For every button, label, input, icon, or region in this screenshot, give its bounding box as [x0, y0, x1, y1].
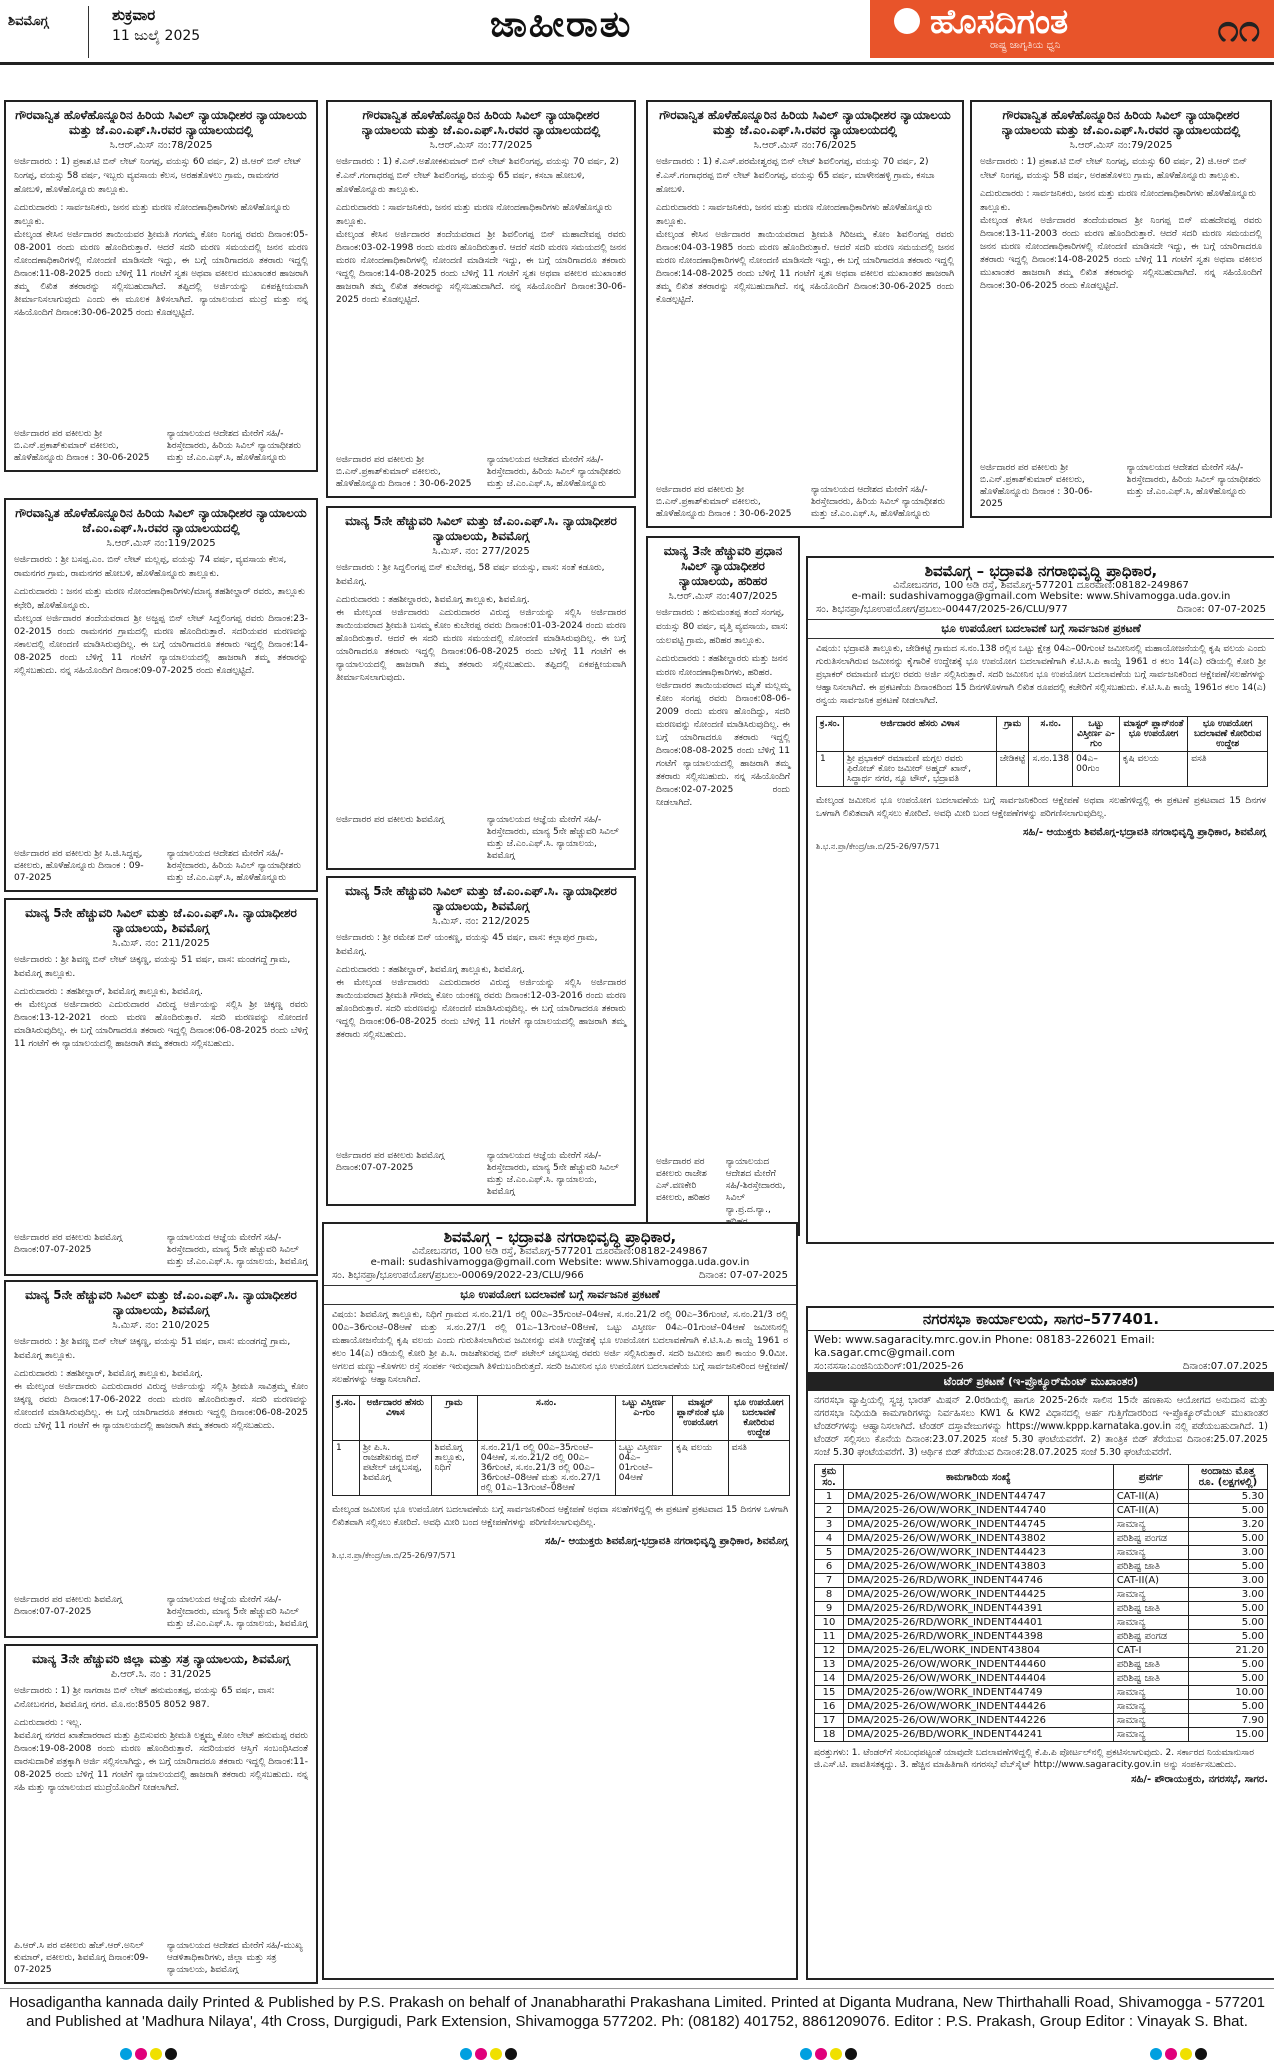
reference-date: ದಿನಾಂಕ: 07-07-2025 [698, 1270, 788, 1281]
table-cell: DMA/2025-26/RD/WORK_INDENT44391 [844, 1602, 1114, 1616]
table-cell: ವಸತಿ [1188, 752, 1268, 787]
court-notice [4, 100, 318, 472]
case-number: ಸಿ.ಆರ್.ಮಿಸ್ ನಂ:79/2025 [1069, 140, 1173, 151]
ad-code: ಶಿ.ಭ.ನ.ಪ್ರಾ/ಕೇಂದ್ರ/ಜಾ.ಬಿ/25-26/97/571 [332, 1551, 456, 1560]
respondents: ಎದುರುದಾರರು : ತಹಶೀಲ್ದಾರ್, ಶಿವಮೊಗ್ಗ ತಾಲ್ಲೂಕು, ಶಿವಮೊಗ್ಗ. [14, 1369, 203, 1379]
advocate-details: ಅರ್ಜಿದಾರರ ಪರ ವಕೀಲರು ಶ್ರೀ ಬಿ.ಎನ್.ಪ್ರಕಾಶ್‌ಕುಮಾರ್ ವಕೀಲರು, ಹೊಳೆಹೊನ್ನೂರು ದಿನಾಂಕ : 30-06-2025 [656, 485, 792, 519]
paper-logo-icon [894, 8, 920, 34]
registration-marks [1150, 2048, 1207, 2060]
petitioners: ಅರ್ಜಿದಾರರು : ಶ್ರೀ ಶಿವಣ್ಣ ಬಿನ್ ಲೇಟ್ ಚಿಕ್ಕಣ್ಣ, ವಯಸ್ಸು 51 ವರ್ಷ, ವಾಸ: ಮಂಡಗದ್ದೆ ಗ್ರಾಮ, ಶಿವಮೊಗ್ಗ ತಾಲ್ಲೂಕು. [14, 1337, 291, 1361]
section-title: ಜಾಹೀರಾತು [490, 4, 633, 45]
advocate-details: ಅರ್ಜಿದಾರರ ಪರ ವಕೀಲರು ಶಿವಮೊಗ್ಗ ದಿನಾಂಕ:07-07-2025 [14, 1595, 123, 1617]
table-cell: 5.00 [1189, 1700, 1268, 1714]
imprint-footer [0, 1988, 1274, 2048]
table-cell: ಕೃಷಿ ವಲಯ [673, 1441, 728, 1496]
court-name: ಗೌರವಾನ್ವಿತ ಹೊಳೆಹೊನ್ನೂರಿನ ಹಿರಿಯ ಸಿವಿಲ್ ನ್ಯಾಯಾಧೀಶರ ನ್ಯಾಯಾಲಯ ಮತ್ತು ಜೆ.ಎಂ.ಎಫ್.ಸಿ.ರವರ ನ್ಯಾಯಾಲಯದಲ್ಲಿ [1001, 108, 1241, 137]
petitioners: ಅರ್ಜಿದಾರರು : ಹನುಮಂತಪ್ಪ ತಂದೆ ಸಂಗಪ್ಪ, ವಯಸ್ಸು 80 ವರ್ಷ, ವೃತ್ತಿ ವ್ಯವಸಾಯ, ವಾಸ: ಯಲವಟ್ಟಿ ಗ್ರಾಮ, ಹರಿಹರ ತಾಲ್ಲೂಕು. [656, 608, 789, 646]
court-name: ಗೌರವಾನ್ವಿತ ಹೊಳೆಹೊನ್ನೂರಿನ ಹಿರಿಯ ಸಿವಿಲ್ ನ್ಯಾಯಾಧೀಶರ ನ್ಯಾಯಾಲಯ ಮತ್ತು ಜೆ.ಎಂ.ಎಫ್.ಸಿ.ರವರ ನ್ಯಾಯಾಲಯದಲ್ಲಿ [361, 108, 601, 137]
table-cell: 04ಎ–00ಗುಂ [1073, 752, 1120, 787]
authority-address: ವಿನೋಬನಗರ, 100 ಅಡಿ ರಸ್ತೆ, ಶಿವಮೊಗ್ಗ-577201 ದೂರವಾಣಿ:08182-249867 [412, 1246, 708, 1257]
table-cell: ಸ.ನಂ.138 [1029, 752, 1073, 787]
case-number: ಸಿ.ಮಿಸ್. ನಂ: 210/2025 [112, 1320, 210, 1331]
table-cell: 5.00 [1189, 1616, 1268, 1630]
table-cell: ವಸತಿ [728, 1441, 789, 1496]
table-row [333, 1441, 790, 1496]
table-cell: 8 [815, 1588, 844, 1602]
advocate-details: ಅರ್ಜಿದಾರರ ಪರ ವಕೀಲರು ರಾಜೇಶ ಎಸ್.ವಣಕೇರಿ ವಕೀಲರು, ಹರಿಹರ [656, 1157, 710, 1203]
advocate-details: ಅರ್ಜಿದಾರರ ಪರ ವಕೀಲರು ಶ್ರೀ ಬಿ.ಎನ್.ಪ್ರಕಾಶ್‌ಕುಮಾರ್ ವಕೀಲರು, ಹೊಳೆಹೊನ್ನೂರು ದಿನಾಂಕ : 30-06-2025 [980, 463, 1093, 509]
registration-dot [830, 2048, 842, 2060]
court-notice [326, 876, 636, 1206]
respondents: ಎದುರುದಾರರು : ತಹಶೀಲ್ದಾರ್, ಶಿವಮೊಗ್ಗ ತಾಲ್ಲೂಕು, ಶಿವಮೊಗ್ಗ. [336, 965, 525, 975]
table-header: ಅರ್ಜಿದಾರರ ಹೆಸರು ವಿಳಾಸ [360, 1396, 431, 1441]
notice-body: ಈ ಮೇಲ್ಕಂಡ ಅರ್ಜಿದಾರರು ಎದುರುದಾರರ ವಿರುದ್ಧ ಅರ್ಜಿಯನ್ನು ಸಲ್ಲಿಸಿ ಶ್ರೀಮತಿ ಸಾವಿತ್ರಮ್ಮ ಕೋಂ ಚಿಕ್ಕಣ್ಣ ರವರು ದಿನಾಂಕ:17-06-2022 ರಂದು ಮರಣ ಹೊಂದಿರುತ್ತಾರೆ. ಸದರಿ ಮರಣವನ್ನು ನೋಂದಣಿ ಮಾಡಿಸಿರುವುದಿಲ್ಲ. ಈ ಬಗ್ಗೆ ಯಾರಿಗಾದರೂ ತಕರಾರು ಇದ್ದಲ್ಲಿ ದಿನಾಂಕ:06-08-2025 ರಂದು ಬೆಳಿಗ್ಗೆ 11 ಗಂಟೆಗೆ ಈ ನ್ಯಾಯಾಲಯದಲ್ಲಿ ಹಾಜರಾಗಿ ತಮ್ಮ ತಕರಾರು ಸಲ್ಲಿಸಬಹುದು. [14, 1382, 308, 1431]
table-cell: 5.00 [1189, 1560, 1268, 1574]
imprint-line-2: and Published at 'Madhura Nilaya', 4th Cross, Durgigudi, Park Extension, Shivamogga 577202. Ph: (08182) 401752, 8861209076. Editor : P.S. Prakash, Group Editor : Vinayak S. Bhat. [26, 2013, 1248, 2030]
reference-number: ಸಂ. ಶಿಭನಪ್ರಾ/ಭೂಉಪಯೋಗ/ಪ್ರಬಲು-00447/2025-26/CLU/977 [816, 604, 1068, 615]
table-header: ಒಟ್ಟು ವಿಸ್ತೀರ್ಣ ಎ-ಗುಂ [615, 1396, 672, 1441]
table-cell: ಸ.ನಂ.21/1 ರಲ್ಲಿ 00ಎ–35ಗುಂಟೆ–04ಆಣೆ, ಸ.ನಂ.21/2 ರಲ್ಲಿ 00ಎ–36ಗುಂಟೆ, ಸ.ನಂ.21/3 ರಲ್ಲಿ 00ಎ–36ಗುಂಟೆ–08ಆಣೆ ಮತ್ತು ಸ.ನಂ.27/1 ರಲ್ಲಿ 01ಎ–13ಗುಂಟೆ–08ಆಣೆ [477, 1441, 615, 1496]
table-header: ಕ್ರ.ಸಂ. [333, 1396, 360, 1441]
imprint-line-1: Hosadigantha kannada daily Printed & Published by P.S. Prakash on behalf of Jnanabharathi Prakashana Limited. Printed at Diganta Mudrana, New Thirthahalli Road, Shivamogga - 577201 [8, 1994, 1266, 2011]
table-cell: 3.00 [1189, 1546, 1268, 1560]
petitioners: ಅರ್ಜಿದಾರರು : 1) ಕೆ.ಎನ್.ಅಶೋಕಕುಮಾರ್ ಬಿನ್ ಲೇಟ್ ಶಿವಲಿಂಗಪ್ಪ, ವಯಸ್ಸು 70 ವರ್ಷ, 2) ಕೆ.ಎನ್.ಗಂಗಾಧರಪ್ಪ ಬಿನ್ ಲೇಟ್ ಶಿವಲಿಂಗಪ್ಪ, ವಯಸ್ಸು 65 ವರ್ಷ, ಕಸಬಾ ಹೋಬಳಿ, ಹೊಳೆಹೊನ್ನೂರು ತಾಲ್ಲೂಕು. [336, 157, 619, 195]
table-cell: ಪರಿಶಿಷ್ಟ ಜಾತಿ [1113, 1602, 1188, 1616]
table-header: ಭೂ ಉಪಯೋಗ ಬದಲಾವಣೆ ಕೋರಿರುವ ಉದ್ದೇಶ [1188, 717, 1268, 752]
registration-dot [1195, 2048, 1207, 2060]
notice-body: ಅರ್ಜಿದಾರರ ತಾಯಿಯವರಾದ ಮೃತೆ ಮಲ್ಲಮ್ಮ ಕೋಂ ಸಂಗಪ್ಪ ರವರು ದಿನಾಂಕ:08-06-2009 ರಂದು ಮರಣ ಹೊಂದಿದ್ದು, ಸದರಿ ಮರಣವನ್ನು ನೋಂದಣಿ ಮಾಡಿಸಿರುವುದಿಲ್ಲ. ಈ ಬಗ್ಗೆ ಯಾರಿಗಾದರೂ ತಕರಾರು ಇದ್ದಲ್ಲಿ ದಿನಾಂಕ:08-08-2025 ರಂದು ಬೆಳಿಗ್ಗೆ 11 ಗಂಟೆಗೆ ನ್ಯಾಯಾಲಯದಲ್ಲಿ ಹಾಜರಾಗಿ ತಮ್ಮ ತಕರಾರು ಸಲ್ಲಿಸಬಹುದು. ನನ್ನ ಸಹಿಯೊಂದಿಗೆ ದಿನಾಂಕ:02-07-2025 ರಂದು ನೀಡಲಾಗಿದೆ. [656, 681, 790, 808]
table-cell: 1 [333, 1441, 360, 1496]
notice-body: ಮೇಲ್ಕಂಡ ಕೇಸಿನ ಅರ್ಜಿದಾರರ ತಂದೆಯವರಾದ ಶ್ರೀ ಶಿವಲಿಂಗಪ್ಪ ಬಿನ್ ಮಹಾದೇವಪ್ಪ ರವರು ದಿನಾಂಕ:03-02-1998 ರಂದು ಮರಣ ಹೊಂದಿರುತ್ತಾರೆ. ಆದರೆ ಸದರಿ ಮರಣ ಸಮಯದಲ್ಲಿ ಜನನ ಮರಣ ನೋಂದಣಾಧಿಕಾರಿಗಳಲ್ಲಿ ನೋಂದಣಿ ಮಾಡಿಸದೇ ಇದ್ದು, ಈ ಬಗ್ಗೆ ಯಾರಿಗಾದರೂ ತಕರಾರು ಇದ್ದಲ್ಲಿ ದಿನಾಂಕ:14-08-2025 ರಂದು ಬೆಳಿಗ್ಗೆ 11 ಗಂಟೆಗೆ ಸ್ವತಃ ಅಥವಾ ವಕೀಲರ ಮುಖಾಂತರ ಹಾಜರಾಗಿ ತಮ್ಮ ಲಿಖಿತ ತಕರಾರನ್ನು ಸಲ್ಲಿಸಬಹುದಾಗಿದೆ. ನನ್ನ ಸಹಿಯೊಂದಿಗೆ ದಿನಾಂಕ:30-06-2025 ರಂದು ಕೊಡಲ್ಪಟ್ಟಿದೆ. [336, 230, 626, 305]
petitioners: ಅರ್ಜಿದಾರರು : 1) ಪ್ರಕಾಶ.ಟಿ ಬಿನ್ ಲೇಟ್ ನಿಂಗಪ್ಪ, ವಯಸ್ಸು 60 ವರ್ಷ, 2) ಜಿ.ಆರ್ ಬಿನ್ ಲೇಟ್ ನಿಂಗಪ್ಪ, ವಯಸ್ಸು 58 ವರ್ಷ, ಅರಹತೊಳಲು ಗ್ರಾಮ, ಹೊಳೆಹೊನ್ನೂರು ತಾಲ್ಲೂಕು. [980, 157, 1247, 181]
authority-title: ಶಿವಮೊಗ್ಗ – ಭದ್ರಾವತಿ ನಗರಾಭಿವೃದ್ಧಿ ಪ್ರಾಧಿಕಾರ, [443, 1228, 677, 1246]
table-cell: 5.00 [1189, 1602, 1268, 1616]
table-cell: 4 [815, 1532, 844, 1546]
respondents: ಎದುರುದಾರರು : ಸಾರ್ವಜನಿಕರು, ಜನನ ಮತ್ತು ಮರಣ ನೋಂದಣಾಧಿಕಾರಿಗಳು ಹೊಳೆಹೊನ್ನೂರು ತಾಲ್ಲೂಕು. [336, 203, 612, 227]
table-cell: 21.20 [1189, 1644, 1268, 1658]
advocate-details: ಅರ್ಜಿದಾರರ ಪರ ವಕೀಲರು ಶಿವಮೊಗ್ಗ ದಿನಾಂಕ:07-07-2025 [336, 1151, 445, 1173]
table-cell: ಸಾಮಾನ್ಯ [1113, 1714, 1188, 1728]
table-row [815, 1630, 1268, 1644]
case-number: ಸಿ.ಆರ್.ಮಿಸ್ ನಂ:77/2025 [429, 140, 533, 151]
respondents: ಎದುರುದಾರರು : ಸಾರ್ವಜನಿಕರು, ಜನನ ಮತ್ತು ಮರಣ ನೋಂದಣಾಧಿಕಾರಿಗಳು ಹೊಳೆಹೊನ್ನೂರು ತಾಲ್ಲೂಕು. [14, 203, 290, 227]
table-cell: 14 [815, 1672, 844, 1686]
petitioners: ಅರ್ಜಿದಾರರು : ಶ್ರೀ ಬಸಪ್ಪ.ಎಂ. ಬಿನ್ ಲೇಟ್ ಮಲ್ಲಪ್ಪ, ವಯಸ್ಸು 74 ವರ್ಷ, ವ್ಯವಸಾಯ ಕೆಲಸ, ರಾಮನಗರ ಗ್ರಾಮ, ರಾಮನಗರ ಹೋಬಳಿ, ಹೊಳೆಹೊನ್ನೂರು ತಾಲ್ಲೂಕು. [14, 555, 287, 579]
respondents: ಎದುರುದಾರರು : ಸಾರ್ವಜನಿಕರು, ಜನನ ಮತ್ತು ಮರಣ ನೋಂದಣಾಧಿಕಾರಿಗಳು ಹೊಳೆಹೊನ್ನೂರು ತಾಲ್ಲೂಕು. [656, 203, 932, 227]
table-cell: 18 [815, 1728, 844, 1742]
table-row [815, 1574, 1268, 1588]
table-cell: ಒಟ್ಟು ವಿಸ್ತೀರ್ಣ 04ಎ–01ಗುಂಟೆ–04ಆಣೆ [615, 1441, 672, 1496]
registration-dot [505, 2048, 517, 2060]
registration-dot [845, 2048, 857, 2060]
table-cell: ಸಾಮಾನ್ಯ [1113, 1686, 1188, 1700]
registration-dot [1180, 2048, 1192, 2060]
table-cell: 10.00 [1189, 1686, 1268, 1700]
table-row [815, 1686, 1268, 1700]
tender-body: ನಗರಸಭಾ ವ್ಯಾಪ್ತಿಯಲ್ಲಿ ಸ್ವಚ್ಛ ಭಾರತ್ ಮಿಷನ್ 2.0ರಡಿಯಲ್ಲಿ ಹಾಗೂ 2025-26ನೇ ಸಾಲಿನ 15ನೇ ಹಣಕಾಸು ಆಯೋಗದ ಅನುದಾನ ಮತ್ತು ನಗರಸಭಾ ನಿಧಿಯಡಿ ಕಾಮಗಾರಿಗಳನ್ನು ನಿರ್ವಹಿಸಲು KW1 & KW2 ವಿಧಾನದಲ್ಲಿ ಅರ್ಹ ಗುತ್ತಿಗೆದಾರರಿಂದ ಇ-ಪ್ರೊಕ್ಯೂರ್‌ಮೆಂಟ್ ಮುಖಾಂತರ ಟೆಂಡರ್‌ಗಳನ್ನು ಆಹ್ವಾನಿಸಲಾಗಿದೆ. ಟೆಂಡರ್ ದಸ್ತಾವೇಜುಗಳನ್ನು https://www.kppp.karnataka.gov.in ನಲ್ಲಿ ಪಡೆಯಬಹುದಾಗಿದೆ. 1) ಟೆಂಡರ್ ಸಲ್ಲಿಸಲು ಕೊನೆಯ ದಿನಾಂಕ:23.07.2025 ಸಂಜೆ 5.30 ಘಂಟೆಯವರೆಗೆ. 2) ತಾಂತ್ರಿಕ ಬಿಡ್ ತೆರೆಯುವ ದಿನಾಂಕ:25.07.2025 ಸಂಜೆ 5.30 ಘಂಟೆಯವರೆಗೆ. 3) ಆರ್ಥಿಕ ಬಿಡ್ ತೆರೆಯುವ ದಿನಾಂಕ:28.07.2025 ಸಂಜೆ 5.30 ಘಂಟೆಯವರೆಗೆ. [814, 1395, 1268, 1458]
table-row [815, 1700, 1268, 1714]
notice-body: ಈ ಮೇಲ್ಕಂಡ ಅರ್ಜಿದಾರರು ಎದುರುದಾರರ ವಿರುದ್ಧ ಅರ್ಜಿಯನ್ನು ಸಲ್ಲಿಸಿ ಅರ್ಜಿದಾರರ ತಾಯಿಯವರಾದ ಶ್ರೀಮತಿ ಬಸಮ್ಮ ಕೋಂ ಕುಬೇರಪ್ಪ ರವರು ದಿನಾಂಕ:01-03-2024 ರಂದು ಮರಣ ಹೊಂದಿರುತ್ತಾರೆ. ಆದರೆ ಈ ಸದರಿ ಮರಣ ಸಮಯದಲ್ಲಿ ನೋಂದಣಿ ಮಾಡಿಸಿರುವುದಿಲ್ಲ. ಈ ಬಗ್ಗೆ ಯಾರಿಗಾದರೂ ತಕರಾರು ಇದ್ದಲ್ಲಿ ದಿನಾಂಕ:06-08-2025 ರಂದು ಬೆಳಿಗ್ಗೆ 11 ಗಂಟೆಗೆ ಈ ನ್ಯಾಯಾಲಯದಲ್ಲಿ ಹಾಜರಾಗಿ ತಮ್ಮ ತಕರಾರು ಸಲ್ಲಿಸಬಹುದು. ತಪ್ಪಿದಲ್ಲಿ ಏಕಪಕ್ಷೀಯವಾಗಿ ತೀರ್ಮಾನಿಸಲಾಗುವುದು. [336, 608, 626, 683]
table-cell: 7.90 [1189, 1714, 1268, 1728]
notice-body: ಮೇಲ್ಕಂಡ ಕೇಸಿನ ಅರ್ಜಿದಾರರ ತಂದೆಯವರಾದ ಶ್ರೀ ನಿಂಗಪ್ಪ ಬಿನ್ ಮಹದೇವಪ್ಪ ರವರು ದಿನಾಂಕ:13-11-2003 ರಂದು ಮರಣ ಹೊಂದಿರುತ್ತಾರೆ. ಆದರೆ ಸದರಿ ಮರಣ ಸಮಯದಲ್ಲಿ ಜನನ ಮರಣ ನೋಂದಣಾಧಿಕಾರಿಗಳಲ್ಲಿ ನೋಂದಣಿ ಮಾಡಿಸದೇ ಇದ್ದು, ಈ ಬಗ್ಗೆ ಯಾರಿಗಾದರೂ ತಕರಾರು ಇದ್ದಲ್ಲಿ ದಿನಾಂಕ:14-08-2025 ರಂದು ಬೆಳಿಗ್ಗೆ 11 ಗಂಟೆಗೆ ಸ್ವತಃ ಅಥವಾ ವಕೀಲರ ಮುಖಾಂತರ ಹಾಜರಾಗಿ ತಮ್ಮ ಲಿಖಿತ ತಕರಾರನ್ನು ಸಲ್ಲಿಸಬಹುದಾಗಿದೆ. ನನ್ನ ಸಹಿಯೊಂದಿಗೆ ದಿನಾಂಕ:30-06-2025 ರಂದು ಕೊಡಲ್ಪಟ್ಟಿದೆ. [980, 216, 1262, 291]
advocate-details: ಪಿ.ಆರ್.ಸಿ ಪರ ವಕೀಲರು ಹೆಚ್.ಆರ್.ಅನಿಲ್ ಕುಮಾರ್, ವಕೀಲರು, ಶಿವಮೊಗ್ಗ ದಿನಾಂಕ:09-07-2025 [14, 1941, 149, 1975]
tender-conditions: ಷರತ್ತುಗಳು: 1. ಟೆಂಡರ್‌ಗೆ ಸಂಬಂಧಪಟ್ಟಂತೆ ಯಾವುದೇ ಬದಲಾವಣೆಗಳಿದ್ದಲ್ಲಿ ಕೆ.ಪಿ.ಪಿ ಪೋರ್ಟಲ್‌ನಲ್ಲಿ ಪ್ರಕಟಿಸಲಾಗುವುದು. 2. ಸರ್ಕಾರದ ನಿಯಮಾನುಸಾರ ಜಿ.ಎಸ್.ಟಿ. ಪಾವತಿಸತಕ್ಕದ್ದು. 3. ಹೆಚ್ಚಿನ ಮಾಹಿತಿಗಾಗಿ ನಗರಸಭೆ ವೆಬ್‌ಸೈಟ್ http://www.sagaracity.gov.in ಅನ್ನು ಸಂಪರ್ಕಿಸಬಹುದು. [814, 1748, 1254, 1770]
table-cell: ಪರಿಶಿಷ್ಟ ಜಾತಿ [1113, 1560, 1188, 1574]
table-cell: ಕೃಷಿ ವಲಯ [1119, 752, 1187, 787]
authority-title: ಶಿವಮೊಗ್ಗ – ಭದ್ರಾವತಿ ನಗರಾಭಿವೃದ್ಧಿ ಪ್ರಾಧಿಕಾರ, [924, 562, 1158, 580]
table-row [815, 1532, 1268, 1546]
table-cell: DMA/2025-26/OW/WORK_INDENT43803 [844, 1560, 1114, 1574]
court-notice [4, 1280, 318, 1638]
notice-footer [336, 814, 626, 862]
table-cell: ಪರಿಶಿಷ್ಟ ಜಾತಿ [1113, 1672, 1188, 1686]
court-signature: ನ್ಯಾಯಾಲಯದ ಆದೇಶದ ಮೇರೆಗೆ ಸಹಿ/-ಶಿರಸ್ತೇದಾರರು, ಹಿರಿಯ ಸಿವಿಲ್ ನ್ಯಾಯಾಧೀಶರು ಮತ್ತು ಜೆ.ಎಂ.ಎಫ್.ಸಿ, ಹೊಳೆಹೊನ್ನೂರು [166, 429, 302, 463]
table-cell: CAT-I [1113, 1644, 1188, 1658]
notice-footer [656, 484, 954, 520]
registration-dot [135, 2048, 147, 2060]
table-cell: 5.00 [1189, 1672, 1268, 1686]
edition-city: ಶಿವಮೊಗ್ಗ [8, 14, 49, 29]
court-signature: ನ್ಯಾಯಾಲಯದ ಆಜ್ಞೆಯ ಮೇರೆಗೆ ಸಹಿ/-ಶಿರಸ್ತೇದಾರರು, ಮಾನ್ಯ 5ನೇ ಹೆಚ್ಚುವರಿ ಸಿವಿಲ್ ಮತ್ತು ಜೆ.ಎಂ.ಎಫ್.ಸಿ. ನ್ಯಾಯಾಲಯ, ಶಿವಮೊಗ್ಗ [166, 1595, 308, 1629]
issue-day: ಶುಕ್ರವಾರ [112, 6, 156, 24]
table-cell: DMA/2025-26/OW/WORK_INDENT44423 [844, 1546, 1114, 1560]
advocate-details: ಅರ್ಜಿದಾರರ ಪರ ವಕೀಲರು ಶಿವಮೊಗ್ಗ [336, 815, 445, 825]
table-cell: 15 [815, 1686, 844, 1700]
table-cell: 6 [815, 1560, 844, 1574]
table-header: ಮಾಸ್ಟರ್ ಪ್ಲಾನ್‌ನಂತೆ ಭೂ ಉಪಯೋಗ [1119, 717, 1187, 752]
respondents: ಎದುರುದಾರರು : ಸಾರ್ವಜನಿಕರು, ಜನನ ಮತ್ತು ಮರಣ ನೋಂದಣಾಧಿಕಾರಿಗಳು ಹೊಳೆಹೊನ್ನೂರು ತಾಲ್ಲೂಕು. [980, 189, 1256, 213]
table-cell: ಸಾಮಾನ್ಯ [1113, 1728, 1188, 1742]
table-cell: DMA/2025-26/OW/WORK_INDENT44425 [844, 1588, 1114, 1602]
petitioners: ಅರ್ಜಿದಾರರು : ಶ್ರೀ ಸಿದ್ದಲಿಂಗಪ್ಪ ಬಿನ್ ಕುಬೇರಪ್ಪ, 58 ವರ್ಷ ವಯಸ್ಸು, ವಾಸ: ಸಂತೆ ಕಡೂರು, ಶಿವಮೊಗ್ಗ. [336, 563, 605, 587]
registration-dot [120, 2048, 132, 2060]
notice-body: ಶಿವಮೊಗ್ಗ ನಗರದ ಖಾತೆದಾರರಾದ ಮತ್ತು ಪ್ರಿಬಿಸುವರು ಶ್ರೀಮತಿ ಲಕ್ಷ್ಮಮ್ಮ ಕೋಂ ಲೇಟ್ ಹನುಮಪ್ಪ ರವರು ದಿನಾಂಕ:19-08-2008 ರಂದು ಮರಣ ಹೊಂದಿರುತ್ತಾರೆ. ಸದರಿಯವರ ಆಸ್ತಿಗೆ ಸಂಬಂಧಿಸಿದಂತೆ ವಾರಸುದಾರಿಕೆ ಪತ್ರಕ್ಕಾಗಿ ಅರ್ಜಿ ಸಲ್ಲಿಸಲಾಗಿದ್ದು, ಈ ಬಗ್ಗೆ ಯಾರಿಗಾದರೂ ತಕರಾರು ಇದ್ದಲ್ಲಿ ದಿನಾಂಕ:11-08-2025 ರಂದು ಬೆಳಿಗ್ಗೆ 11 ಗಂಟೆಗೆ ನ್ಯಾಯಾಲಯದಲ್ಲಿ ಹಾಜರಾಗಿ ತಕರಾರು ಸಲ್ಲಿಸಬಹುದು. ನನ್ನ ಸಹಿ ಮತ್ತು ನ್ಯಾಯಾಲಯದ ಮುದ್ರೆಯೊಂದಿಗೆ ನೀಡಲಾಗಿದೆ. [14, 1731, 308, 1793]
table-cell: DMA/2025-26/RD/WORK_INDENT44401 [844, 1616, 1114, 1630]
court-signature: ನ್ಯಾಯಾಲಯದ ಆದೇಶದ ಮೇರೆಗೆ ಸಹಿ/-ಶಿರಸ್ತೇದಾರರು, ಹಿರಿಯ ಸಿವಿಲ್ ನ್ಯಾಯಾಧೀಶರು ಮತ್ತು ಜೆ.ಎಂ.ಎಫ್.ಸಿ, ಹೊಳೆಹೊನ್ನೂರು [1126, 463, 1261, 497]
registration-dot [1150, 2048, 1162, 2060]
table-cell: ಶ್ರೀ ಪಿ.ಸಿ. ರಾಜಶೇಖರಪ್ಪ ಬಿನ್ ಪಟೇಲ್ ಚನ್ನಬಸಪ್ಪ, ಶಿವಮೊಗ್ಗ [360, 1441, 431, 1496]
table-header: ಭೂ ಉಪಯೋಗ ಬದಲಾವಣೆ ಕೋರಿರುವ ಉದ್ದೇಶ [728, 1396, 789, 1441]
notice-body: ಈ ಮೇಲ್ಕಂಡ ಅರ್ಜಿದಾರರು ಎದುರುದಾರರ ವಿರುದ್ಧ ಅರ್ಜಿಯನ್ನು ಸಲ್ಲಿಸಿ ಶ್ರೀ ಚಿಕ್ಕಣ್ಣ ರವರು ದಿನಾಂಕ:13-12-2021 ರಂದು ಮರಣ ಹೊಂದಿರುತ್ತಾರೆ. ಸದರಿ ಮರಣವನ್ನು ನೋಂದಣಿ ಮಾಡಿಸಿರುವುದಿಲ್ಲ. ಈ ಬಗ್ಗೆ ಯಾರಿಗಾದರೂ ತಕರಾರು ಇದ್ದಲ್ಲಿ ದಿನಾಂಕ:06-08-2025 ರಂದು ಬೆಳಿಗ್ಗೆ 11 ಗಂಟೆಗೆ ಈ ನ್ಯಾಯಾಲಯದಲ್ಲಿ ಹಾಜರಾಗಿ ತಮ್ಮ ತಕರಾರು ಸಲ್ಲಿಸಬಹುದು. [14, 1000, 308, 1049]
registration-dot [475, 2048, 487, 2060]
registration-marks [460, 2048, 517, 2060]
court-signature: ನ್ಯಾಯಾಲಯದ ಆದೇಶದ ಮೇರೆಗೆ ಸಹಿ/-ಶಿರಸ್ತೇದಾರರು, ಹಿರಿಯ ಸಿವಿಲ್ ನ್ಯಾಯಾಧೀಶರು ಮತ್ತು ಜೆ.ಎಂ.ಎಫ್.ಸಿ, ಹೊಳೆಹೊನ್ನೂರು [810, 485, 946, 519]
table-cell: DMA/2025-26/OW/WORK_INDENT44404 [844, 1672, 1114, 1686]
authority-address: ವಿನೋಬನಗರ, 100 ಅಡಿ ರಸ್ತೆ, ಶಿವಮೊಗ್ಗ-577201 ದೂರವಾಣಿ:08182-249867 [893, 580, 1189, 591]
registration-dot [815, 2048, 827, 2060]
petitioners: ಅರ್ಜಿದಾರರು : 1) ಪ್ರಕಾಶ.ಟಿ ಬಿನ್ ಲೇಟ್ ನಿಂಗಪ್ಪ, ವಯಸ್ಸು 60 ವರ್ಷ, 2) ಜಿ.ಆರ್ ಬಿನ್ ಲೇಟ್ ನಿಂಗಪ್ಪ, ವಯಸ್ಸು 58 ವರ್ಷ, ಇಬ್ಬರು ವ್ಯವಸಾಯ ಕೆಲಸ, ಅರಹತೊಳಲು ಗ್ರಾಮ, ರಾಮನಗರ ಹೋಬಳಿ, ಹೊಳೆಹೊನ್ನೂರು ತಾಲ್ಲೂಕು. [14, 157, 302, 195]
table-cell: 3 [815, 1518, 844, 1532]
table-header: ಕಾಮಗಾರಿಯ ಸಂಖ್ಯೆ [844, 1465, 1114, 1490]
court-signature: ನ್ಯಾಯಾಲಯದ ಆಜ್ಞೆಯ ಮೇರೆಗೆ ಸಹಿ/-ಶಿರಸ್ತೇದಾರರು, ಮಾನ್ಯ 5ನೇ ಹೆಚ್ಚುವರಿ ಸಿವಿಲ್ ಮತ್ತು ಜೆ.ಎಂ.ಎಫ್.ಸಿ. ನ್ಯಾಯಾಲಯ, ಶಿವಮೊಗ್ಗ [486, 1151, 619, 1197]
table-cell: DMA/2025-26/EL/WORK_INDENT43804 [844, 1644, 1114, 1658]
table-header: ಕ್ರಮ ಸಂ. [815, 1465, 844, 1490]
table-cell: ಸಾಮಾನ್ಯ [1113, 1546, 1188, 1560]
authority-signature: ಸಹಿ/- ಆಯುಕ್ತರು ಶಿವಮೊಗ್ಗ-ಭದ್ರಾವತಿ ನಗರಾಭಿವೃದ್ಧಿ ಪ್ರಾಧಿಕಾರ, ಶಿವಮೊಗ್ಗ [1023, 827, 1266, 838]
petitioners: ಅರ್ಜಿದಾರರು : 1) ಕೆ.ಎಸ್.ಪರಮೇಶ್ವರಪ್ಪ ಬಿನ್ ಲೇಟ್ ಶಿವಲಿಂಗಪ್ಪ, ವಯಸ್ಸು 70 ವರ್ಷ, 2) ಕೆ.ಎಸ್.ಗಂಗಾಧರಪ್ಪ ಬಿನ್ ಲೇಟ್ ಶಿವಲಿಂಗಪ್ಪ, ವಯಸ್ಸು 65 ವರ್ಷ, ಮಾಳೇನಹಳ್ಳಿ ಗ್ರಾಮ, ಕಸಬಾ ಹೋಬಳಿ. [656, 157, 935, 195]
table-cell: ಪರಿಶಿಷ್ಟ ಜಾತಿ [1113, 1658, 1188, 1672]
table-cell: ಪರಿಶಿಷ್ಟ ಪಂಗಡ [1113, 1630, 1188, 1644]
reference-date: ದಿನಾಂಕ: 07-07-2025 [1176, 604, 1266, 615]
court-signature: ನ್ಯಾಯಾಲಯದ ಆಜ್ಞೆಯ ಮೇರೆಗೆ ಸಹಿ/-ಶಿರಸ್ತೇದಾರರು, ಮಾನ್ಯ 5ನೇ ಹೆಚ್ಚುವರಿ ಸಿವಿಲ್ ಮತ್ತು ಜೆ.ಎಂ.ಎಫ್.ಸಿ. ನ್ಯಾಯಾಲಯ, ಶಿವಮೊಗ್ಗ [486, 815, 619, 861]
table-cell: CAT-II(A) [1113, 1504, 1188, 1518]
table-header-row [815, 1465, 1268, 1490]
table-cell: 11 [815, 1630, 844, 1644]
notice-closing: ಮೇಲ್ಕಂಡ ಜಮೀನಿನ ಭೂ ಉಪಯೋಗ ಬದಲಾವಣೆಯ ಬಗ್ಗೆ ಸಾರ್ವಜನಿಕರಿಂದ ಆಕ್ಷೇಪಣೆ ಅಥವಾ ಸಲಹೆಗಳಿದ್ದಲ್ಲಿ ಈ ಪ್ರಕಟಣೆ ಪ್ರಕಟವಾದ 15 ದಿನಗಳ ಒಳಗಾಗಿ ಲಿಖಿತವಾಗಿ ಸಲ್ಲಿಸಲು ಕೋರಿದೆ. ಅವಧಿ ಮೀರಿ ಬಂದ ಆಕ್ಷೇಪಣೆಗಳನ್ನು ಪರಿಗಣಿಸಲಾಗುವುದಿಲ್ಲ. [332, 1505, 788, 1528]
court-signature: ನ್ಯಾಯಾಲಯದ ಆದೇಶದ ಮೇರೆಗೆ ಸಹಿ/-ಮುಖ್ಯ ಆಡಳಿತಾಧಿಕಾರಿಗಳು, ಜಿಲ್ಲಾ ಮತ್ತು ಸತ್ರ ನ್ಯಾಯಾಲಯ, ಶಿವಮೊಗ್ಗ [166, 1941, 303, 1975]
registration-marks [800, 2048, 857, 2060]
court-name: ಮಾನ್ಯ 5ನೇ ಹೆಚ್ಚುವರಿ ಸಿವಿಲ್ ಮತ್ತು ಜೆ.ಎಂ.ಎಫ್.ಸಿ. ನ್ಯಾಯಾಧೀಶರ ನ್ಯಾಯಾಲಯ, ಶಿವಮೊಗ್ಗ [345, 514, 617, 543]
reference-row [808, 1361, 1274, 1373]
land-use-table [816, 716, 1268, 787]
table-row [815, 1602, 1268, 1616]
office-contact: Web: www.sagaracity.mrc.gov.in Phone: 08183-226021 Email: ka.sagar.cmc@gmail.com [814, 1333, 1155, 1359]
table-row [815, 1728, 1268, 1742]
table-cell: ಸಾಮಾನ್ಯ [1113, 1616, 1188, 1630]
table-cell: 15.00 [1189, 1728, 1268, 1742]
table-row [815, 1658, 1268, 1672]
notice-footer [656, 1156, 790, 1228]
court-signature: ನ್ಯಾಯಾಲಯದ ಆದೇಶದ ಮೇರೆಗೆ ಸಹಿ/-ಶಿರಸ್ತೇದಾರರು, ಹಿರಿಯ ಸಿವಿಲ್ ನ್ಯಾಯಾಧೀಶರು ಮತ್ತು ಜೆ.ಎಂ.ಎಫ್.ಸಿ, ಹೊಳೆಹೊನ್ನೂರು [486, 455, 621, 489]
table-cell: 1 [817, 752, 844, 787]
table-cell: 10 [815, 1616, 844, 1630]
table-row [815, 1616, 1268, 1630]
notice-footer [14, 1594, 308, 1630]
table-row [815, 1504, 1268, 1518]
table-cell: 12 [815, 1644, 844, 1658]
table-row [815, 1644, 1268, 1658]
reference-number: ಸಂ:ನಸಸಾ:ಎಂಜಿನಿಯರಿಂಗ್:01/2025-26 [814, 1361, 964, 1372]
table-header-row [817, 717, 1268, 752]
table-cell: ಶ್ರೀ ಪ್ರಭಾಕರ್ ರಮಾಮಣಿ ಮಗ್ಗಲ ರವರು ಫಿರೋಜ್ ಕೋಂ ಜಮೀರ್ ಅಹ್ಮದ್ ಖಾನ್, ಸಿದ್ಧಾರ್ಥ ನಗರ, ನ್ಯೂ ಟೌನ್, ಭದ್ರಾವತಿ [844, 752, 997, 787]
notice-footer [336, 1150, 626, 1198]
table-cell: DMA/2025-26/OW/WORK_INDENT44747 [844, 1490, 1114, 1504]
court-notice [326, 100, 636, 498]
tender-table [814, 1464, 1268, 1742]
court-notice [4, 898, 318, 1276]
table-cell: ಸಾಮಾನ್ಯ [1113, 1700, 1188, 1714]
table-header: ಮಾಸ್ಟರ್ ಪ್ಲಾನ್‌ನಂತೆ ಭೂ ಉಪಯೋಗ [673, 1396, 728, 1441]
table-cell: DMA/2025-26/RD/WORK_INDENT44746 [844, 1574, 1114, 1588]
registration-marks [120, 2048, 177, 2060]
table-cell: 5.00 [1189, 1504, 1268, 1518]
sagar-tender-notice [806, 1306, 1274, 1980]
court-notice [970, 100, 1272, 518]
page-header [0, 0, 1274, 65]
table-cell: ಶಿವಮೊಗ್ಗ ತಾಲ್ಲೂಕು, ನಿಧಿಗೆ [431, 1441, 477, 1496]
advocate-details: ಅರ್ಜಿದಾರರ ಪರ ವಕೀಲರು ಶ್ರೀ ಬಿ.ಎನ್.ಪ್ರಕಾಶ್‌ಕುಮಾರ್ ವಕೀಲರು, ಹೊಳೆಹೊನ್ನೂರು ದಿನಾಂಕ : 30-06-2025 [336, 455, 472, 489]
table-cell: 16 [815, 1700, 844, 1714]
table-header: ಪ್ರವರ್ಗ [1113, 1465, 1188, 1490]
respondents: ಎದುರುದಾರರು : ಜನನ ಮತ್ತು ಮರಣ ನೋಂದಣಾಧಿಕಾರಿಗಳು/ಮಾನ್ಯ ತಹಶೀಲ್ದಾರ್ ರವರು, ತಾಲ್ಲೂಕು ಕಛೇರಿ, ಹೊಳೆಹೊನ್ನೂರು. [14, 587, 305, 611]
petitioners: ಅರ್ಜಿದಾರರು : 1) ಶ್ರೀ ನಾಗರಾಜ ಬಿನ್ ಲೇಟ್ ಹನುಮಂತಪ್ಪ, ವಯಸ್ಸು 65 ವರ್ಷ, ವಾಸ: ವಿನೋಬನಗರ, ಶಿವಮೊಗ್ಗ ನಗರ. ಮೊ.ನಂ:8505 8052 987. [14, 1686, 275, 1710]
case-number: ಸಿ.ಆರ್.ಮಿಸ್ ನಂ:407/2025 [668, 591, 778, 602]
table-cell: 1 [815, 1490, 844, 1504]
table-cell: ಸಾಮಾನ್ಯ [1113, 1518, 1188, 1532]
paper-tagline: ರಾಷ್ಟ್ರ ಜಾಗೃತಿಯ ಧ್ವನಿ [990, 40, 1061, 51]
masthead [870, 0, 1274, 58]
table-cell: DMA/2025-26/OW/WORK_INDENT43802 [844, 1532, 1114, 1546]
advocate-details: ಅರ್ಜಿದಾರರ ಪರ ವಕೀಲರು ಶಿವಮೊಗ್ಗ ದಿನಾಂಕ:07-07-2025 [14, 1233, 123, 1255]
land-use-table [332, 1395, 790, 1496]
petitioners: ಅರ್ಜಿದಾರರು : ಶ್ರೀ ರಮೇಶ ಬಿನ್ ಯಂಕಣ್ಣ, ವಯಸ್ಸು 45 ವರ್ಷ, ವಾಸ: ಕಲ್ಲಾಪುರ ಗ್ರಾಮ, ಶಿವಮೊಗ್ಗ. [336, 933, 598, 957]
court-name: ಮಾನ್ಯ 3ನೇ ಹೆಚ್ಚುವರಿ ಜಿಲ್ಲಾ ಮತ್ತು ಸತ್ರ ನ್ಯಾಯಾಲಯ, ಶಿವಮೊಗ್ಗ [32, 1652, 290, 1666]
table-cell: DMA/2025-26/BD/WORK_INDENT44241 [844, 1728, 1114, 1742]
court-name: ಮಾನ್ಯ 5ನೇ ಹೆಚ್ಚುವರಿ ಸಿವಿಲ್ ಮತ್ತು ಜೆ.ಎಂ.ಎಫ್.ಸಿ. ನ್ಯಾಯಾಧೀಶರ ನ್ಯಾಯಾಲಯ, ಶಿವಮೊಗ್ಗ [25, 1288, 297, 1317]
table-cell: 9 [815, 1602, 844, 1616]
ad-code: ಶಿ.ಭ.ನ.ಪ್ರಾ/ಕೇಂದ್ರ/ಜಾ.ಬಿ/25-26/97/571 [816, 842, 940, 851]
case-number: ಸಿ.ಮಿಸ್. ನಂ: 212/2025 [432, 916, 530, 927]
table-row [815, 1714, 1268, 1728]
authority-contact: e-mail: sudashivamogga@gmail.com Website: www.Shivamogga.uda.gov.in [851, 591, 1231, 602]
advocate-details: ಅರ್ಜಿದಾರರ ಪರ ವಕೀಲರು ಶ್ರೀ ಬಿ.ಎನ್.ಪ್ರಕಾಶ್‌ಕುಮಾರ್ ವಕೀಲರು, ಹೊಳೆಹೊನ್ನೂರು ದಿನಾಂಕ : 30-06-2025 [14, 429, 150, 463]
notice-body: ಮೇಲ್ಕಂಡ ಅರ್ಜಿದಾರರ ತಂದೆಯವರಾದ ಶ್ರೀ ಅಜ್ಜಪ್ಪ ಬಿನ್ ಲೇಟ್ ಸಿದ್ದಲಿಂಗಪ್ಪ ರವರು ದಿನಾಂಕ:23-02-2015 ರಂದು ರಾಮನಗರ ಗ್ರಾಮದಲ್ಲಿ ಮರಣ ಹೊಂದಿರುತ್ತಾರೆ. ಸದರಿಯವರ ಮರಣವನ್ನು ಸಕಾಲದಲ್ಲಿ ನೋಂದಣಿ ಮಾಡಿಸಿರುವುದಿಲ್ಲ. ಈ ಬಗ್ಗೆ ಯಾರಿಗಾದರೂ ತಕರಾರು ಇದ್ದಲ್ಲಿ ದಿನಾಂಕ:14-08-2025 ರಂದು ಬೆಳಿಗ್ಗೆ 11 ಗಂಟೆಗೆ ನ್ಯಾಯಾಲಯದಲ್ಲಿ ಹಾಜರಾಗಿ ತಮ್ಮ ತಕರಾರನ್ನು ಸಲ್ಲಿಸಬಹುದು. ನನ್ನ ಸಹಿಯೊಂದಿಗೆ ದಿನಾಂಕ:09-07-2025 ರಂದು ಕೊಡಲ್ಪಟ್ಟಿದೆ. [14, 614, 308, 676]
uda-notice-2 [322, 1222, 798, 1980]
respondents: ಎದುರುದಾರರು : ತಹಶೀಲ್ದಾರ್, ಶಿವಮೊಗ್ಗ ತಾಲ್ಲೂಕು, ಶಿವಮೊಗ್ಗ. [14, 987, 203, 997]
table-cell: DMA/2025-26/OW/WORK_INDENT44426 [844, 1700, 1114, 1714]
reference-number: ಸಂ. ಶಿಭನಪ್ರಾ/ಭೂಉಪಯೋಗ/ಪ್ರಬಲು-00069/2022-23/CLU/966 [332, 1270, 584, 1281]
table-cell: DMA/2025-26/OW/WORK_INDENT44460 [844, 1658, 1114, 1672]
table-cell: CAT-II(A) [1113, 1490, 1188, 1504]
notice-footer [14, 1232, 308, 1268]
registration-dot [460, 2048, 472, 2060]
case-number: ಸಿ.ಆರ್.ಮಿಸ್ ನಂ:76/2025 [753, 140, 857, 151]
table-header: ಅಂದಾಜು ಮೊತ್ತ ರೂ. (ಲಕ್ಷಗಳಲ್ಲಿ) [1189, 1465, 1268, 1490]
notice-subject: ಭೂ ಉಪಯೋಗ ಬದಲಾವಣೆ ಬಗ್ಗೆ ಸಾರ್ವಜನಿಕ ಪ್ರಕಟಣೆ [808, 619, 1274, 639]
court-signature: ನ್ಯಾಯಾಲಯದ ಆದೇಶದ ಮೇರೆಗೆ ಸಹಿ/-ಶಿರಸ್ತೇದಾರರು, ಸಿವಿಲ್ ನ್ಯಾ.ಪ್ರ.ದ.ನ್ಯಾ., [725, 1157, 786, 1215]
reference-row [808, 602, 1274, 617]
header-divider [88, 6, 89, 58]
table-cell: 13 [815, 1658, 844, 1672]
court-notice [326, 506, 636, 870]
table-row [815, 1672, 1268, 1686]
court-name: ಗೌರವಾನ್ವಿತ ಹೊಳೆಹೊನ್ನೂರಿನ ಹಿರಿಯ ಸಿವಿಲ್ ನ್ಯಾಯಾಧೀಶರ ನ್ಯಾಯಾಲಯ ಜೆ.ಎಂ.ಎಫ್.ಸಿ.ರವರ ನ್ಯಾಯಾಲಯದಲ್ಲಿ [15, 506, 307, 535]
table-cell: 3.00 [1189, 1588, 1268, 1602]
court-signature: ನ್ಯಾಯಾಲಯದ ಆದೇಶದ ಮೇರೆಗೆ ಸಹಿ/-ಶಿರಸ್ತೇದಾರರು, ಹಿರಿಯ ಸಿವಿಲ್ ನ್ಯಾಯಾಧೀಶರು ಮತ್ತು ಜೆ.ಎಂ.ಎಫ್.ಸಿ, ಹೊಳೆಹೊನ್ನೂರು [166, 849, 302, 883]
table-cell: ಸಾಮಾನ್ಯ [1113, 1588, 1188, 1602]
case-number: ಸಿ.ಮಿಸ್. ನಂ: 277/2025 [432, 546, 530, 557]
table-header: ಸ.ನಂ. [1029, 717, 1073, 752]
authority-contact: e-mail: sudashivamogga@gmail.com Website: www.Shivamogga.uda.gov.in [370, 1257, 750, 1268]
issue-date: 11 ಜುಲೈ 2025 [112, 28, 201, 44]
case-number: ಪಿ.ಆರ್.ಸಿ. ನಂ : 31/2025 [110, 1669, 212, 1680]
respondents: ಎದುರುದಾರರು : ತಹಶೀಲ್ದಾರರು, ಶಿವಮೊಗ್ಗ ತಾಲ್ಲೂಕು, ಶಿವಮೊಗ್ಗ. [336, 595, 530, 605]
table-row [817, 752, 1268, 787]
table-header: ಗ್ರಾಮ [996, 717, 1029, 752]
paper-name: ಹೊಸದಿಗಂತ [930, 2, 1069, 42]
table-cell: 5.00 [1189, 1532, 1268, 1546]
notice-body: ಮೇಲ್ಕಂಡ ಕೇಸಿನ ಅರ್ಜಿದಾರರ ತಾಯಿಯವರಾದ ಶ್ರೀಮತಿ ಗಿರಿಜಮ್ಮ ಕೋಂ ಶಿವಲಿಂಗಪ್ಪ ರವರು ದಿನಾಂಕ:04-03-1985 ರಂದು ಮರಣ ಹೊಂದಿರುತ್ತಾರೆ. ಆದರೆ ಸದರಿ ಮರಣ ಸಮಯದಲ್ಲಿ ಜನನ ಮರಣ ನೋಂದಣಾಧಿಕಾರಿಗಳಲ್ಲಿ ನೋಂದಣಿ ಮಾಡಿಸದೇ ಇದ್ದು, ಈ ಬಗ್ಗೆ ಯಾರಿಗಾದರೂ ತಕರಾರು ಇದ್ದಲ್ಲಿ ದಿನಾಂಕ:14-08-2025 ರಂದು ಬೆಳಿಗ್ಗೆ 11 ಗಂಟೆಗೆ ಸ್ವತಃ ಅಥವಾ ವಕೀಲರ ಮುಖಾಂತರ ಹಾಜರಾಗಿ ತಮ್ಮ ಲಿಖಿತ ತಕರಾರನ್ನು ಸಲ್ಲಿಸಬಹುದಾಗಿದೆ. ನನ್ನ ಸಹಿಯೊಂದಿಗೆ ದಿನಾಂಕ:30-06-2025 ರಂದು ಕೊಡಲ್ಪಟ್ಟಿದೆ. [656, 230, 954, 305]
table-header: ಗ್ರಾಮ [431, 1396, 477, 1441]
notice-body: ಈ ಮೇಲ್ಕಂಡ ಅರ್ಜಿದಾರರು ಎದುರುದಾರರ ವಿರುದ್ಧ ಅರ್ಜಿಯನ್ನು ಸಲ್ಲಿಸಿ ಅರ್ಜಿದಾರರ ತಾಯಿಯವರಾದ ಶ್ರೀಮತಿ ಗೌರಮ್ಮ ಕೋಂ ಯಂಕಣ್ಣ ರವರು ದಿನಾಂಕ:12-03-2016 ರಂದು ಮರಣ ಹೊಂದಿರುತ್ತಾರೆ. ಸದರಿ ಮರಣವನ್ನು ನೋಂದಣಿ ಮಾಡಿಸಿರುವುದಿಲ್ಲ. ಈ ಬಗ್ಗೆ ಯಾರಿಗಾದರೂ ತಕರಾರು ಇದ್ದಲ್ಲಿ ದಿನಾಂಕ:06-08-2025 ರಂದು ಬೆಳಿಗ್ಗೆ 11 ಗಂಟೆಗೆ ನ್ಯಾಯಾಲಯದಲ್ಲಿ ಹಾಜರಾಗಿ ತಮ್ಮ ತಕರಾರು ಸಲ್ಲಿಸಬಹುದು. [336, 978, 626, 1040]
commissioner-signature: ಸಹಿ/- ಪೌರಾಯುಕ್ತರು, ನಗರಸಭೆ, ಸಾಗರ. [1131, 1774, 1268, 1785]
page-number: ೧೧ [1217, 6, 1260, 50]
table-header: ಅರ್ಜಿದಾರರ ಹೆಸರು ವಿಳಾಸ [844, 717, 997, 752]
respondents: ಎದುರುದಾರರು : ತಹಶೀಲ್ದಾರರು ಮತ್ತು ಜನನ ಮರಣ ನೋಂದಣಾಧಿಕಾರಿಗಳು, ಹರಿಹರ. [656, 654, 788, 678]
court-notice [4, 1644, 318, 1984]
table-row [815, 1518, 1268, 1532]
notice-footer [14, 428, 308, 464]
table-row [815, 1546, 1268, 1560]
table-cell: 7 [815, 1574, 844, 1588]
registration-dot [150, 2048, 162, 2060]
table-row [815, 1560, 1268, 1574]
respondents: ಎದುರುದಾರರು : ಇಲ್ಲ. [14, 1718, 82, 1728]
case-number: ಸಿ.ಮಿಸ್. ನಂ: 211/2025 [112, 938, 210, 949]
table-header: ಕ್ರ.ಸಂ. [817, 717, 844, 752]
registration-dot [165, 2048, 177, 2060]
table-cell: 3.00 [1189, 1574, 1268, 1588]
petitioners: ಅರ್ಜಿದಾರರು : ಶ್ರೀ ಶಿವಣ್ಣ ಬಿನ್ ಲೇಟ್ ಚಿಕ್ಕಣ್ಣ, ವಯಸ್ಸು 51 ವರ್ಷ, ವಾಸ: ಮಂಡಗದ್ದೆ ಗ್ರಾಮ, ಶಿವಮೊಗ್ಗ ತಾಲ್ಲೂಕು. [14, 955, 291, 979]
notice-footer [14, 1940, 308, 1976]
office-title: ನಗರಸಭಾ ಕಾರ್ಯಾಲಯ, ಸಾಗರ–577401. [808, 1308, 1274, 1331]
notice-closing: ಮೇಲ್ಕಂಡ ಜಮೀನಿನ ಭೂ ಉಪಯೋಗ ಬದಲಾವಣೆಯ ಬಗ್ಗೆ ಸಾರ್ವಜನಿಕರಿಂದ ಆಕ್ಷೇಪಣೆ ಅಥವಾ ಸಲಹೆಗಳಿದ್ದಲ್ಲಿ ಈ ಪ್ರಕಟಣೆ ಪ್ರಕಟವಾದ 15 ದಿನಗಳ ಒಳಗಾಗಿ ಲಿಖಿತವಾಗಿ ಸಲ್ಲಿಸಲು ಕೋರಿದೆ. ಅವಧಿ ಮೀರಿ ಬಂದ ಆಕ್ಷೇಪಣೆಗಳನ್ನು ಪರಿಗಣಿಸಲಾಗುವುದಿಲ್ಲ. [816, 796, 1266, 819]
reference-row [324, 1268, 796, 1283]
notice-footer [14, 848, 308, 884]
table-cell: ಜೇಡಿಕಟ್ಟೆ [996, 752, 1029, 787]
court-notice [646, 100, 964, 528]
table-cell: 5.00 [1189, 1630, 1268, 1644]
case-number: ಸಿ.ಆರ್.ಮಿಸ್ ನಂ:78/2025 [109, 140, 213, 151]
table-cell: 3.20 [1189, 1518, 1268, 1532]
court-notice [4, 498, 318, 892]
court-name: ಗೌರವಾನ್ವಿತ ಹೊಳೆಹೊನ್ನೂರಿನ ಹಿರಿಯ ಸಿವಿಲ್ ನ್ಯಾಯಾಧೀಶರ ನ್ಯಾಯಾಲಯ ಮತ್ತು ಜೆ.ಎಂ.ಎಫ್.ಸಿ.ರವರ ನ್ಯಾಯಾಲಯದಲ್ಲಿ [659, 108, 951, 137]
table-cell: DMA/2025-26/OW/WORK_INDENT44226 [844, 1714, 1114, 1728]
notice-subject: ಭೂ ಉಪಯೋಗ ಬದಲಾವಣೆ ಬಗ್ಗೆ ಸಾರ್ವಜನಿಕ ಪ್ರಕಟಣೆ [324, 1285, 796, 1305]
notice-footer [980, 462, 1262, 510]
notice-body: ವಿಷಯ: ಶಿವಮೊಗ್ಗ ತಾಲ್ಲೂಕು, ನಿಧಿಗೆ ಗ್ರಾಮದ ಸ.ನಂ.21/1 ರಲ್ಲಿ 00ಎ–35ಗುಂಟೆ–04ಆಣೆ, ಸ.ನಂ.21/2 ರಲ್ಲಿ 00ಎ–36ಗುಂಟೆ, ಸ.ನಂ.21/3 ರಲ್ಲಿ 00ಎ–36ಗುಂಟೆ–08ಆಣೆ ಮತ್ತು ಸ.ನಂ.27/1 ರಲ್ಲಿ 01ಎ–13ಗುಂಟೆ–08ಆಣೆ, ಒಟ್ಟು ವಿಸ್ತೀರ್ಣ 04ಎ–01ಗುಂಟೆ–04ಆಣೆ ಜಮೀನಿನಲ್ಲಿ ಮಹಾಯೋಜನೆಯಲ್ಲಿ ಕೃಷಿ ವಲಯ ಎಂದು ಗುರುತಿಸಲಾಗಿರುವ ಜಮೀನನ್ನು ವಸತಿ ಉದ್ದೇಶಕ್ಕೆ ಭೂ ಉಪಯೋಗ ಬದಲಾವಣೆಗಾಗಿ ಕೆ.ಟಿ.ಸಿ.ಪಿ ಕಾಯ್ದೆ 1961 ರ ಕಲಂ 14(ಎ) ರಡಿಯಲ್ಲಿ ಕೋರಿ ಶ್ರೀ ಪಿ.ಸಿ. ರಾಜಶೇಖರಪ್ಪ ಬಿನ್ ಪಟೇಲ್ ಚನ್ನಬಸಪ್ಪ ರವರು ಅರ್ಜಿ ಸಲ್ಲಿಸಿರುತ್ತಾರೆ. ಸದರಿ ಜಮೀನು ಹಾಲಿ ಕಾಯಂ 9.0ಮೀ. ಅಗಲದ ಮಣ್ಣು–ಕೊಳಗಲ ರಸ್ತೆ ಸಂಪರ್ಕ ಇರುವುದಾಗಿ ತಿಳಿದುಬಂದಿರುತ್ತದೆ. ಸದರಿ ಜಮೀನಿನ ಭೂ ಉಪಯೋಗ ಬದಲಾವಣೆಯ ಬಗ್ಗೆ ಸಾರ್ವಜನಿಕರಿಂದ ಆಕ್ಷೇಪಣೆ/ಸಲಹೆಗಳನ್ನು ಆಹ್ವಾನಿಸಲಾಗಿದೆ. [332, 1310, 788, 1385]
authority-signature: ಸಹಿ/- ಆಯುಕ್ತರು ಶಿವಮೊಗ್ಗ-ಭದ್ರಾವತಿ ನಗರಾಭಿವೃದ್ಧಿ ಪ್ರಾಧಿಕಾರ, ಶಿವಮೊಗ್ಗ [545, 1536, 788, 1547]
table-header: ಒಟ್ಟು ವಿಸ್ತೀರ್ಣ ಎ-ಗುಂ [1073, 717, 1120, 752]
registration-dot [490, 2048, 502, 2060]
court-name: ಮಾನ್ಯ 5ನೇ ಹೆಚ್ಚುವರಿ ಸಿವಿಲ್ ಮತ್ತು ಜೆ.ಎಂ.ಎಫ್.ಸಿ. ನ್ಯಾಯಾಧೀಶರ ನ್ಯಾಯಾಲಯ, ಶಿವಮೊಗ್ಗ [25, 906, 297, 935]
advocate-details: ಅರ್ಜಿದಾರರ ಪರ ವಕೀಲರು ಶ್ರೀ ಸಿ.ಜಿ.ಸಿದ್ದಪ್ಪ, ವಕೀಲರು, ಹೊಳೆಹೊನ್ನೂರು ದಿನಾಂಕ : 09-07-2025 [14, 849, 144, 883]
registration-dot [1165, 2048, 1177, 2060]
table-cell: 5.00 [1189, 1658, 1268, 1672]
table-cell: ಪರಿಶಿಷ್ಟ ಪಂಗಡ [1113, 1532, 1188, 1546]
court-name: ಮಾನ್ಯ 3ನೇ ಹೆಚ್ಚುವರಿ ಪ್ರಧಾನ ಸಿವಿಲ್ ನ್ಯಾಯಾಧೀಶರ ನ್ಯಾಯಾಲಯ, ಹರಿಹರ [663, 544, 783, 588]
table-row [815, 1588, 1268, 1602]
reference-date: ದಿನಾಂಕ:07.07.2025 [1182, 1361, 1268, 1372]
court-name: ಮಾನ್ಯ 5ನೇ ಹೆಚ್ಚುವರಿ ಸಿವಿಲ್ ಮತ್ತು ಜೆ.ಎಂ.ಎಫ್.ಸಿ. ನ್ಯಾಯಾಧೀಶರ ನ್ಯಾಯಾಲಯ, ಶಿವಮೊಗ್ಗ [345, 884, 617, 913]
table-cell: 17 [815, 1714, 844, 1728]
table-header: ಸ.ನಂ. [477, 1396, 615, 1441]
table-cell: DMA/2025-26/OW/WORK_INDENT44740 [844, 1504, 1114, 1518]
table-cell: 2 [815, 1504, 844, 1518]
table-cell: CAT-II(A) [1113, 1574, 1188, 1588]
notice-body: ವಿಷಯ: ಭದ್ರಾವತಿ ತಾಲ್ಲೂಕು, ಜೇಡಿಕಟ್ಟೆ ಗ್ರಾಮದ ಸ.ನಂ.138 ರಲ್ಲಿನ ಒಟ್ಟು ಕ್ಷೇತ್ರ 04ಎ–00ಗುಂಟೆ ಜಮೀನಿನಲ್ಲಿ ಮಹಾಯೋಜನೆಯಲ್ಲಿ ಕೃಷಿ ವಲಯ ಎಂದು ಗುರುತಿಸಲಾಗಿರುವ ಜಮೀನನ್ನು ಕೈಗಾರಿಕೆ ಉದ್ದೇಶಕ್ಕೆ ಭೂ ಉಪಯೋಗ ಬದಲಾವಣೆಗಾಗಿ ಕೆ.ಟಿ.ಸಿ.ಪಿ ಕಾಯ್ದೆ 1961 ರ ಕಲಂ 14(ಎ) ರಡಿಯಲ್ಲಿ ಕೋರಿ ಶ್ರೀ ಪ್ರಭಾಕರ್ ರಮಾಮಣಿ ಮಗ್ಗಲ ರವರು ಅರ್ಜಿ ಸಲ್ಲಿಸಿರುತ್ತಾರೆ. ಸದರಿ ಜಮೀನಿನ ಭೂ ಉಪಯೋಗ ಬದಲಾವಣೆಯ ಬಗ್ಗೆ ಸಾರ್ವಜನಿಕರಿಂದ ಆಕ್ಷೇಪಣೆ/ಸಲಹೆಗಳನ್ನು ಆಹ್ವಾನಿಸಲಾಗಿದೆ. ಈ ಪ್ರಕಟಣೆಯ ದಿನಾಂಕದಿಂದ 15 ದಿನಗಳೊಳಗಾಗಿ ಲಿಖಿತ ರೂಪದಲ್ಲಿ ಕಚೇರಿಗೆ ಸಲ್ಲಿಸಬಹುದು. ಕೆ.ಟಿ.ಸಿ.ಪಿ ಕಾಯ್ದೆ 1961ರ ಕಲಂ 14(ಎ) ರನ್ವಯ ಸಾರ್ವಜನಿಕ ಪ್ರಕಟಣೆ ನೀಡಲಾಗಿದೆ. [816, 644, 1266, 706]
registration-dot [800, 2048, 812, 2060]
court-notice [646, 536, 800, 1236]
table-cell: DMA/2025-26/RD/WORK_INDENT44398 [844, 1630, 1114, 1644]
table-cell: 5 [815, 1546, 844, 1560]
case-number: ಸಿ.ಆರ್.ಮಿಸ್ ನಂ:119/2025 [106, 538, 216, 549]
uda-notice-1 [806, 556, 1274, 1244]
table-header-row [333, 1396, 790, 1441]
tender-heading: ಟೆಂಡರ್ ಪ್ರಕಟಣೆ (ಇ-ಪ್ರೊಕ್ಯೂರ್‌ಮೆಂಟ್ ಮುಖಾಂತರ) [808, 1373, 1274, 1391]
notice-footer [336, 454, 626, 490]
table-row [815, 1490, 1268, 1504]
table-cell: DMA/2025-26/OW/WORK_INDENT44745 [844, 1518, 1114, 1532]
court-name: ಗೌರವಾನ್ವಿತ ಹೊಳೆಹೊನ್ನೂರಿನ ಹಿರಿಯ ಸಿವಿಲ್ ನ್ಯಾಯಾಧೀಶರ ನ್ಯಾಯಾಲಯ ಮತ್ತು ಜೆ.ಎಂ.ಎಫ್.ಸಿ.ರವರ ನ್ಯಾಯಾಲಯದಲ್ಲಿ [15, 108, 307, 137]
table-cell: DMA/2025-26/ow/WORK_INDENT44749 [844, 1686, 1114, 1700]
table-cell: 5.30 [1189, 1490, 1268, 1504]
court-signature: ನ್ಯಾಯಾಲಯದ ಆಜ್ಞೆಯ ಮೇರೆಗೆ ಸಹಿ/-ಶಿರಸ್ತೇದಾರರು, ಮಾನ್ಯ 5ನೇ ಹೆಚ್ಚುವರಿ ಸಿವಿಲ್ ಮತ್ತು ಜೆ.ಎಂ.ಎಫ್.ಸಿ. ನ್ಯಾಯಾಲಯ, ಶಿವಮೊಗ್ಗ [166, 1233, 308, 1267]
notice-body: ಮೇಲ್ಕಂಡ ಕೇಸಿನ ಅರ್ಜಿದಾರರ ತಾಯಿಯವರ ಶ್ರೀಮತಿ ಗಂಗಮ್ಮ ಕೋಂ ನಿಂಗಪ್ಪ ರವರು ದಿನಾಂಕ:05-08-2001 ರಂದು ಮರಣ ಹೊಂದಿರುತ್ತಾರೆ. ಆದರೆ ಸದರಿ ಮರಣ ಸಮಯದಲ್ಲಿ ಜನನ ಮರಣ ನೋಂದಣಾಧಿಕಾರಿಗಳಲ್ಲಿ ನೋಂದಣಿ ಮಾಡಿಸದೇ ಇದ್ದು, ಈ ಬಗ್ಗೆ ಯಾರಿಗಾದರೂ ತಕರಾರು ಇದ್ದಲ್ಲಿ ದಿನಾಂಕ:11-08-2025 ರಂದು ಬೆಳಿಗ್ಗೆ 11 ಗಂಟೆಗೆ ಸ್ವತಃ ಅಥವಾ ವಕೀಲರ ಮುಖಾಂತರ ಹಾಜರಾಗಿ ತಮ್ಮ ಲಿಖಿತ ತಕರಾರನ್ನು ಸಲ್ಲಿಸಬಹುದಾಗಿದೆ. ತಪ್ಪಿದಲ್ಲಿ ಅರ್ಜಿಯನ್ನು ಏಕಪಕ್ಷೀಯವಾಗಿ ತೀರ್ಮಾನಿಸಲಾಗುವುದು ಎಂದು ಈ ಮೂಲಕ ತಿಳಿಸಲಾಗಿದೆ. ನ್ಯಾಯಾಲಯದ ಮುದ್ರೆ ಮತ್ತು ನನ್ನ ಸಹಿಯೊಂದಿಗೆ ದಿನಾಂಕ:30-06-2025 ರಂದು ಕೊಡಲ್ಪಟ್ಟಿದೆ. [14, 230, 308, 318]
